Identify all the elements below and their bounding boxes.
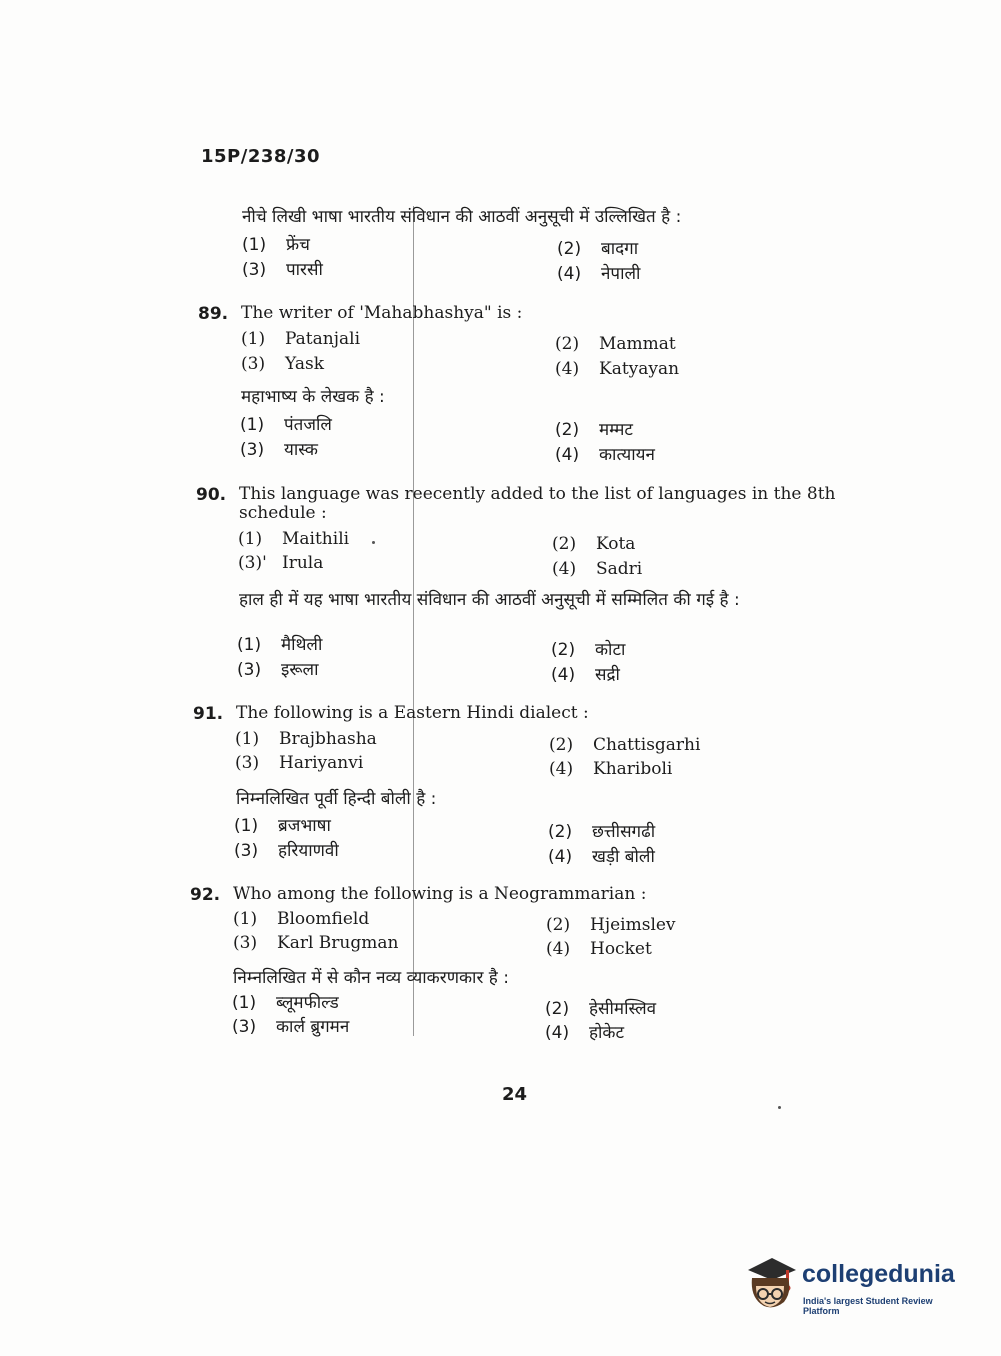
- option-hi-1: (1) मैथिली: [237, 635, 323, 655]
- scan-speck: [778, 1106, 781, 1109]
- option-hi-1: (1) ब्लूमफील्ड: [232, 993, 339, 1013]
- paper-code: 15P/238/30: [201, 146, 321, 167]
- option-hi-3: (3) इरूला: [237, 660, 319, 680]
- question-english: The following is a Eastern Hindi dialect :: [236, 703, 589, 723]
- option-hi-4: (4) होकेट: [545, 1023, 625, 1043]
- question-number: 91.: [193, 704, 224, 724]
- question-hindi: नीचे लिखी भाषा भारतीय संविधान की आठवीं अनुसूची में उल्लिखित है :: [242, 207, 682, 227]
- option-hi-2: (2) बादगा: [557, 239, 639, 259]
- option-hi-1: (1) फ्रेंच: [242, 235, 310, 255]
- question-hindi: हाल ही में यह भाषा भारतीय संविधान की आठवीं अनुसूची में सम्मिलित की गई है :: [239, 590, 740, 610]
- option-hi-4: (4) कात्यायन: [555, 445, 655, 465]
- option-hi-1: (1) ब्रजभाषा: [234, 816, 331, 836]
- option-en-1: (1) Maithili: [238, 529, 350, 549]
- question-hindi: महाभाष्य के लेखक है :: [241, 387, 385, 407]
- scan-speck: [372, 541, 375, 544]
- logo-tagline: India's largest Student Review Platform: [803, 1296, 933, 1316]
- option-hi-3: (3) हरियाणवी: [234, 841, 339, 861]
- question-english: This language was reecently added to the list of languages in the 8th schedule :: [239, 484, 836, 523]
- option-en-3: (3) Karl Brugman: [233, 933, 399, 953]
- option-en-4: (4) Katyayan: [555, 359, 680, 379]
- option-en-4: (4) Sadri: [552, 559, 643, 579]
- option-hi-2: (2) हेसीमस्लिव: [545, 999, 657, 1019]
- student-mascot-icon: [742, 1252, 800, 1316]
- option-en-2: (2) Chattisgarhi: [549, 735, 701, 755]
- option-en-4: (4) Hocket: [546, 939, 652, 959]
- option-hi-4: (4) सद्री: [551, 665, 620, 685]
- option-en-3: (3)' Irula: [238, 553, 324, 573]
- option-en-1: (1) Patanjali: [241, 329, 361, 349]
- option-hi-2: (2) मम्मट: [555, 420, 633, 440]
- question-90: [196, 485, 876, 685]
- question-english: Who among the following is a Neogrammarian :: [233, 884, 647, 904]
- option-hi-4: (4) खड़ी बोली: [548, 847, 655, 867]
- option-en-2: (2) Hjeimslev: [546, 915, 676, 935]
- page-number: 24: [502, 1084, 528, 1105]
- option-en-3: (3) Hariyanvi: [235, 753, 364, 773]
- option-en-2: (2) Mammat: [555, 334, 676, 354]
- question-hindi: निम्नलिखित पूर्वी हिन्दी बोली है :: [236, 789, 437, 809]
- collegedunia-logo[interactable]: [742, 1252, 970, 1316]
- option-hi-2: (2) छत्तीसगढी: [548, 822, 656, 842]
- option-en-3: (3) Yask: [241, 354, 325, 374]
- question-hindi: निम्नलिखित में से कौन नव्य व्याकरणकार है :: [233, 968, 509, 988]
- question-number: 92.: [190, 885, 221, 905]
- option-hi-2: (2) कोटा: [551, 640, 626, 660]
- option-hi-3: (3) कार्ल ब्रुगमन: [232, 1017, 350, 1037]
- option-hi-3: (3) पारसी: [242, 260, 323, 280]
- question-92: [190, 885, 870, 1045]
- question-number: 90.: [196, 485, 227, 505]
- option-en-2: (2) Kota: [552, 534, 636, 554]
- question-89: [198, 304, 878, 464]
- option-en-1: (1) Brajbhasha: [235, 729, 377, 749]
- option-en-4: (4) Khariboli: [549, 759, 673, 779]
- question-88: [199, 208, 879, 288]
- question-91: [193, 703, 873, 867]
- logo-wordmark: collegedunia: [802, 1260, 955, 1288]
- option-hi-4: (4) नेपाली: [557, 264, 641, 284]
- option-hi-3: (3) यास्क: [240, 440, 318, 460]
- option-hi-1: (1) पंतजलि: [240, 415, 332, 435]
- question-number: 89.: [198, 304, 229, 324]
- option-en-1: (1) Bloomfield: [233, 909, 370, 929]
- question-english: The writer of 'Mahabhashya" is :: [241, 303, 523, 323]
